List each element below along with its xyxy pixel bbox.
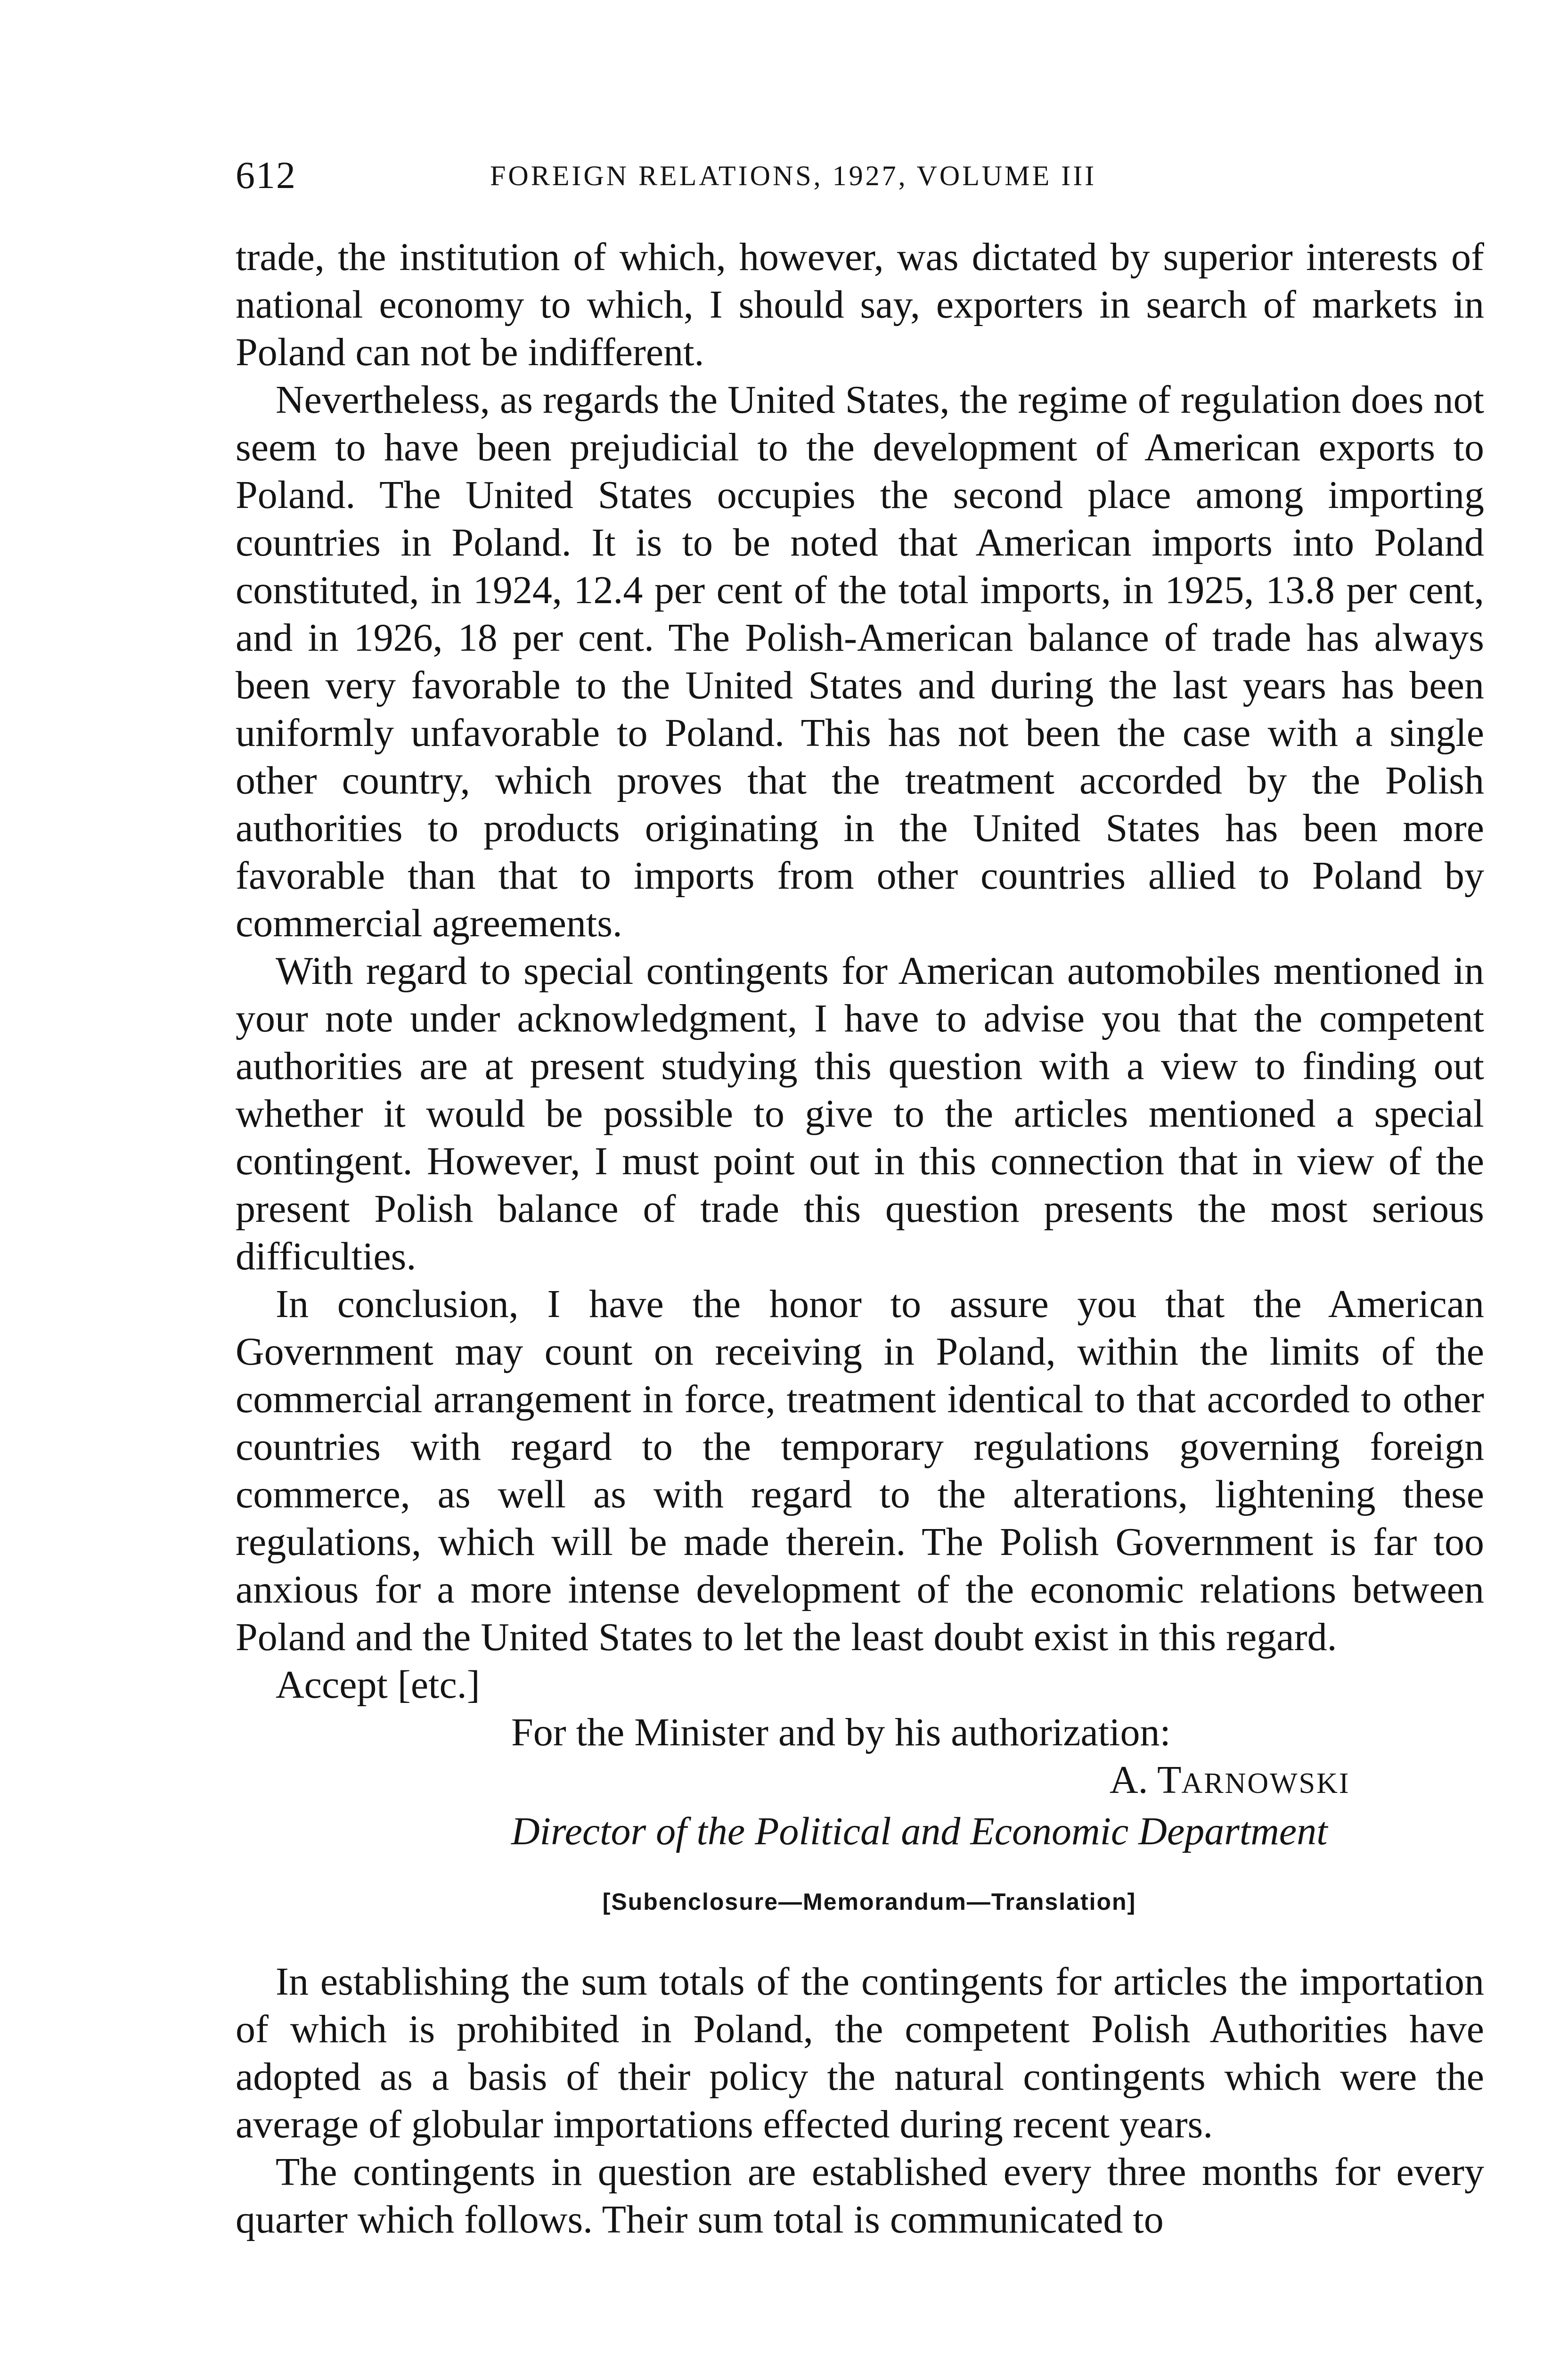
paragraph: With regard to special contingents for American automobiles mentioned in your note under acknowledgment, I have to advise you that the competent authorities are at present studying this question with a view to finding out whether it would be possible to give to the articles mentioned a special contingent. However, I must point out in this connection that in view of the present Polish balance of trade this question presents the most serious difficulties. bbox=[236, 949, 1484, 1278]
page-number: 612 bbox=[236, 154, 296, 196]
signer-name-initial: A. T bbox=[1110, 1758, 1182, 1802]
document-page bbox=[236, 0, 1484, 2356]
paragraph-continued: trade, the institution of which, however, was dictated by superior interests of national economy to which, I should say, exporters in search of markets in Poland can not be indifferent. bbox=[236, 235, 1484, 374]
running-title: FOREIGN RELATIONS, 1927, VOLUME III bbox=[490, 160, 1097, 191]
signer-title: Director of the Political and Economic Department bbox=[511, 1809, 1328, 1853]
paragraph: In conclusion, I have the honor to assure you that the American Government may count on receiving in Poland, within the limits of the commercial arrangement in force, treatment identical to that accorded to other countries with regard to the temporary regulations governing foreign commerce, as well as with regard to the alterations, lightening these regulations, which will be made therein. The Polish Government is far too anxious for a more intense development of the economic relations between Poland and the United States to let the least doubt exist in this regard. bbox=[236, 1282, 1484, 1659]
signer-name bbox=[236, 1756, 1484, 1808]
signature-intro: For the Minister and by his authorization: bbox=[511, 1710, 1171, 1754]
memorandum-paragraph: The contingents in question are established every three months for every quarter which follows. Their sum total is communicated to bbox=[236, 2150, 1484, 2241]
paragraph: Nevertheless, as regards the United States, the regime of regulation does not seem to have been prejudicial to the development of American exports to Poland. The United States occupies the second place among importing countries in Poland. It is to be noted that American imports into Poland constituted, in 1924, 12.4 per cent of the total imports, in 1925, 13.8 per cent, and in 1926, 18 per cent. The Polish-American balance of trade has always been very favorable to the United States and during the last years has been uniformly unfavorable to Poland. This has not been the case with a single other country, which proves that the treatment accorded by the Polish authorities to products originating in the United States has been more favorable than that to imports from other countries allied to Poland by commercial agreements. bbox=[236, 378, 1484, 945]
running-header bbox=[236, 153, 1484, 205]
memorandum-paragraph: In establishing the sum totals of the contingents for articles the importation of which is prohibited in Poland, the competent Polish Authorities have adopted as a basis of their policy the natural contingents which were the average of globular importations effected during recent years. bbox=[236, 1960, 1484, 2146]
closing-line: Accept [etc.] bbox=[276, 1663, 480, 1707]
signer-name-rest: ARNOWSKI bbox=[1181, 1767, 1350, 1800]
document-body bbox=[236, 233, 1484, 2243]
subenclosure-heading: [Subenclosure—Memorandum—Translation] bbox=[602, 1889, 1136, 1915]
